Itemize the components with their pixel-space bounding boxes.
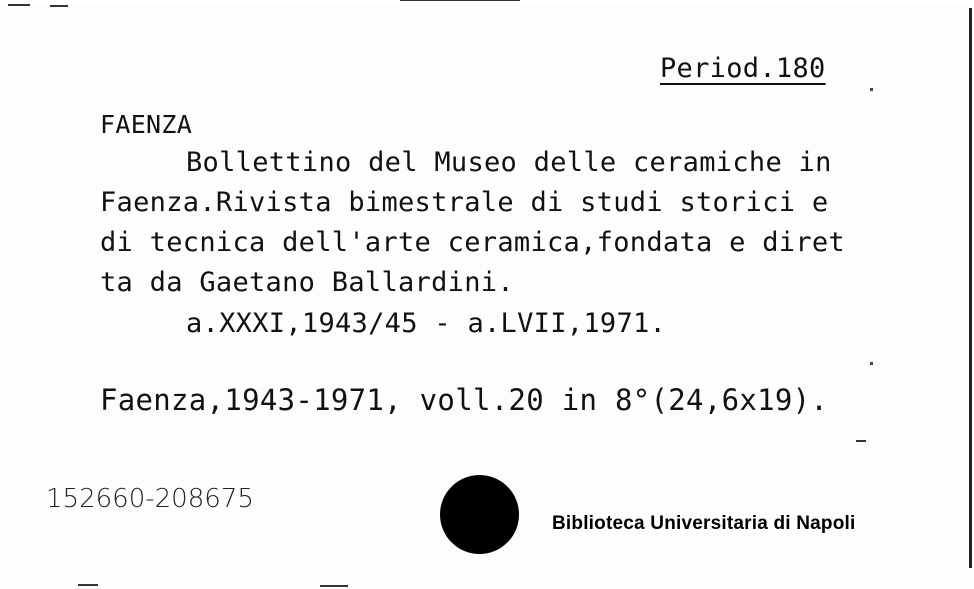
- holdings-line: a.XXXI,1943/45 - a.LVII,1971.: [186, 308, 667, 339]
- scan-artifact: [320, 585, 348, 587]
- scan-artifact: [400, 0, 520, 1]
- scan-speck: [870, 88, 873, 91]
- title-heading: FAENZA: [100, 110, 193, 139]
- shelfmark: Period.180: [660, 53, 826, 84]
- scan-artifact: [78, 584, 98, 586]
- imprint-line: Faenza,1943-1971, voll.20 in 8°(24,6x19).: [100, 383, 829, 417]
- scan-speck: [870, 362, 873, 365]
- library-stamp-seal: [440, 475, 519, 554]
- description-line: Bollettino del Museo delle ceramiche in: [186, 147, 832, 178]
- library-stamp-text: Biblioteca Universitaria di Napoli: [552, 513, 856, 534]
- description-line: ta da Gaetano Ballardini.: [100, 267, 514, 298]
- scan-artifact: [856, 440, 866, 442]
- card-right-edge: [969, 8, 972, 568]
- scan-artifact: [50, 5, 68, 7]
- scan-artifact: [8, 4, 30, 6]
- inventory-number: 152660-208675: [46, 484, 254, 514]
- description-line: Faenza.Rivista bimestrale di studi storici e: [100, 187, 829, 218]
- description-line: di tecnica dell'arte ceramica,fondata e diret: [100, 227, 845, 258]
